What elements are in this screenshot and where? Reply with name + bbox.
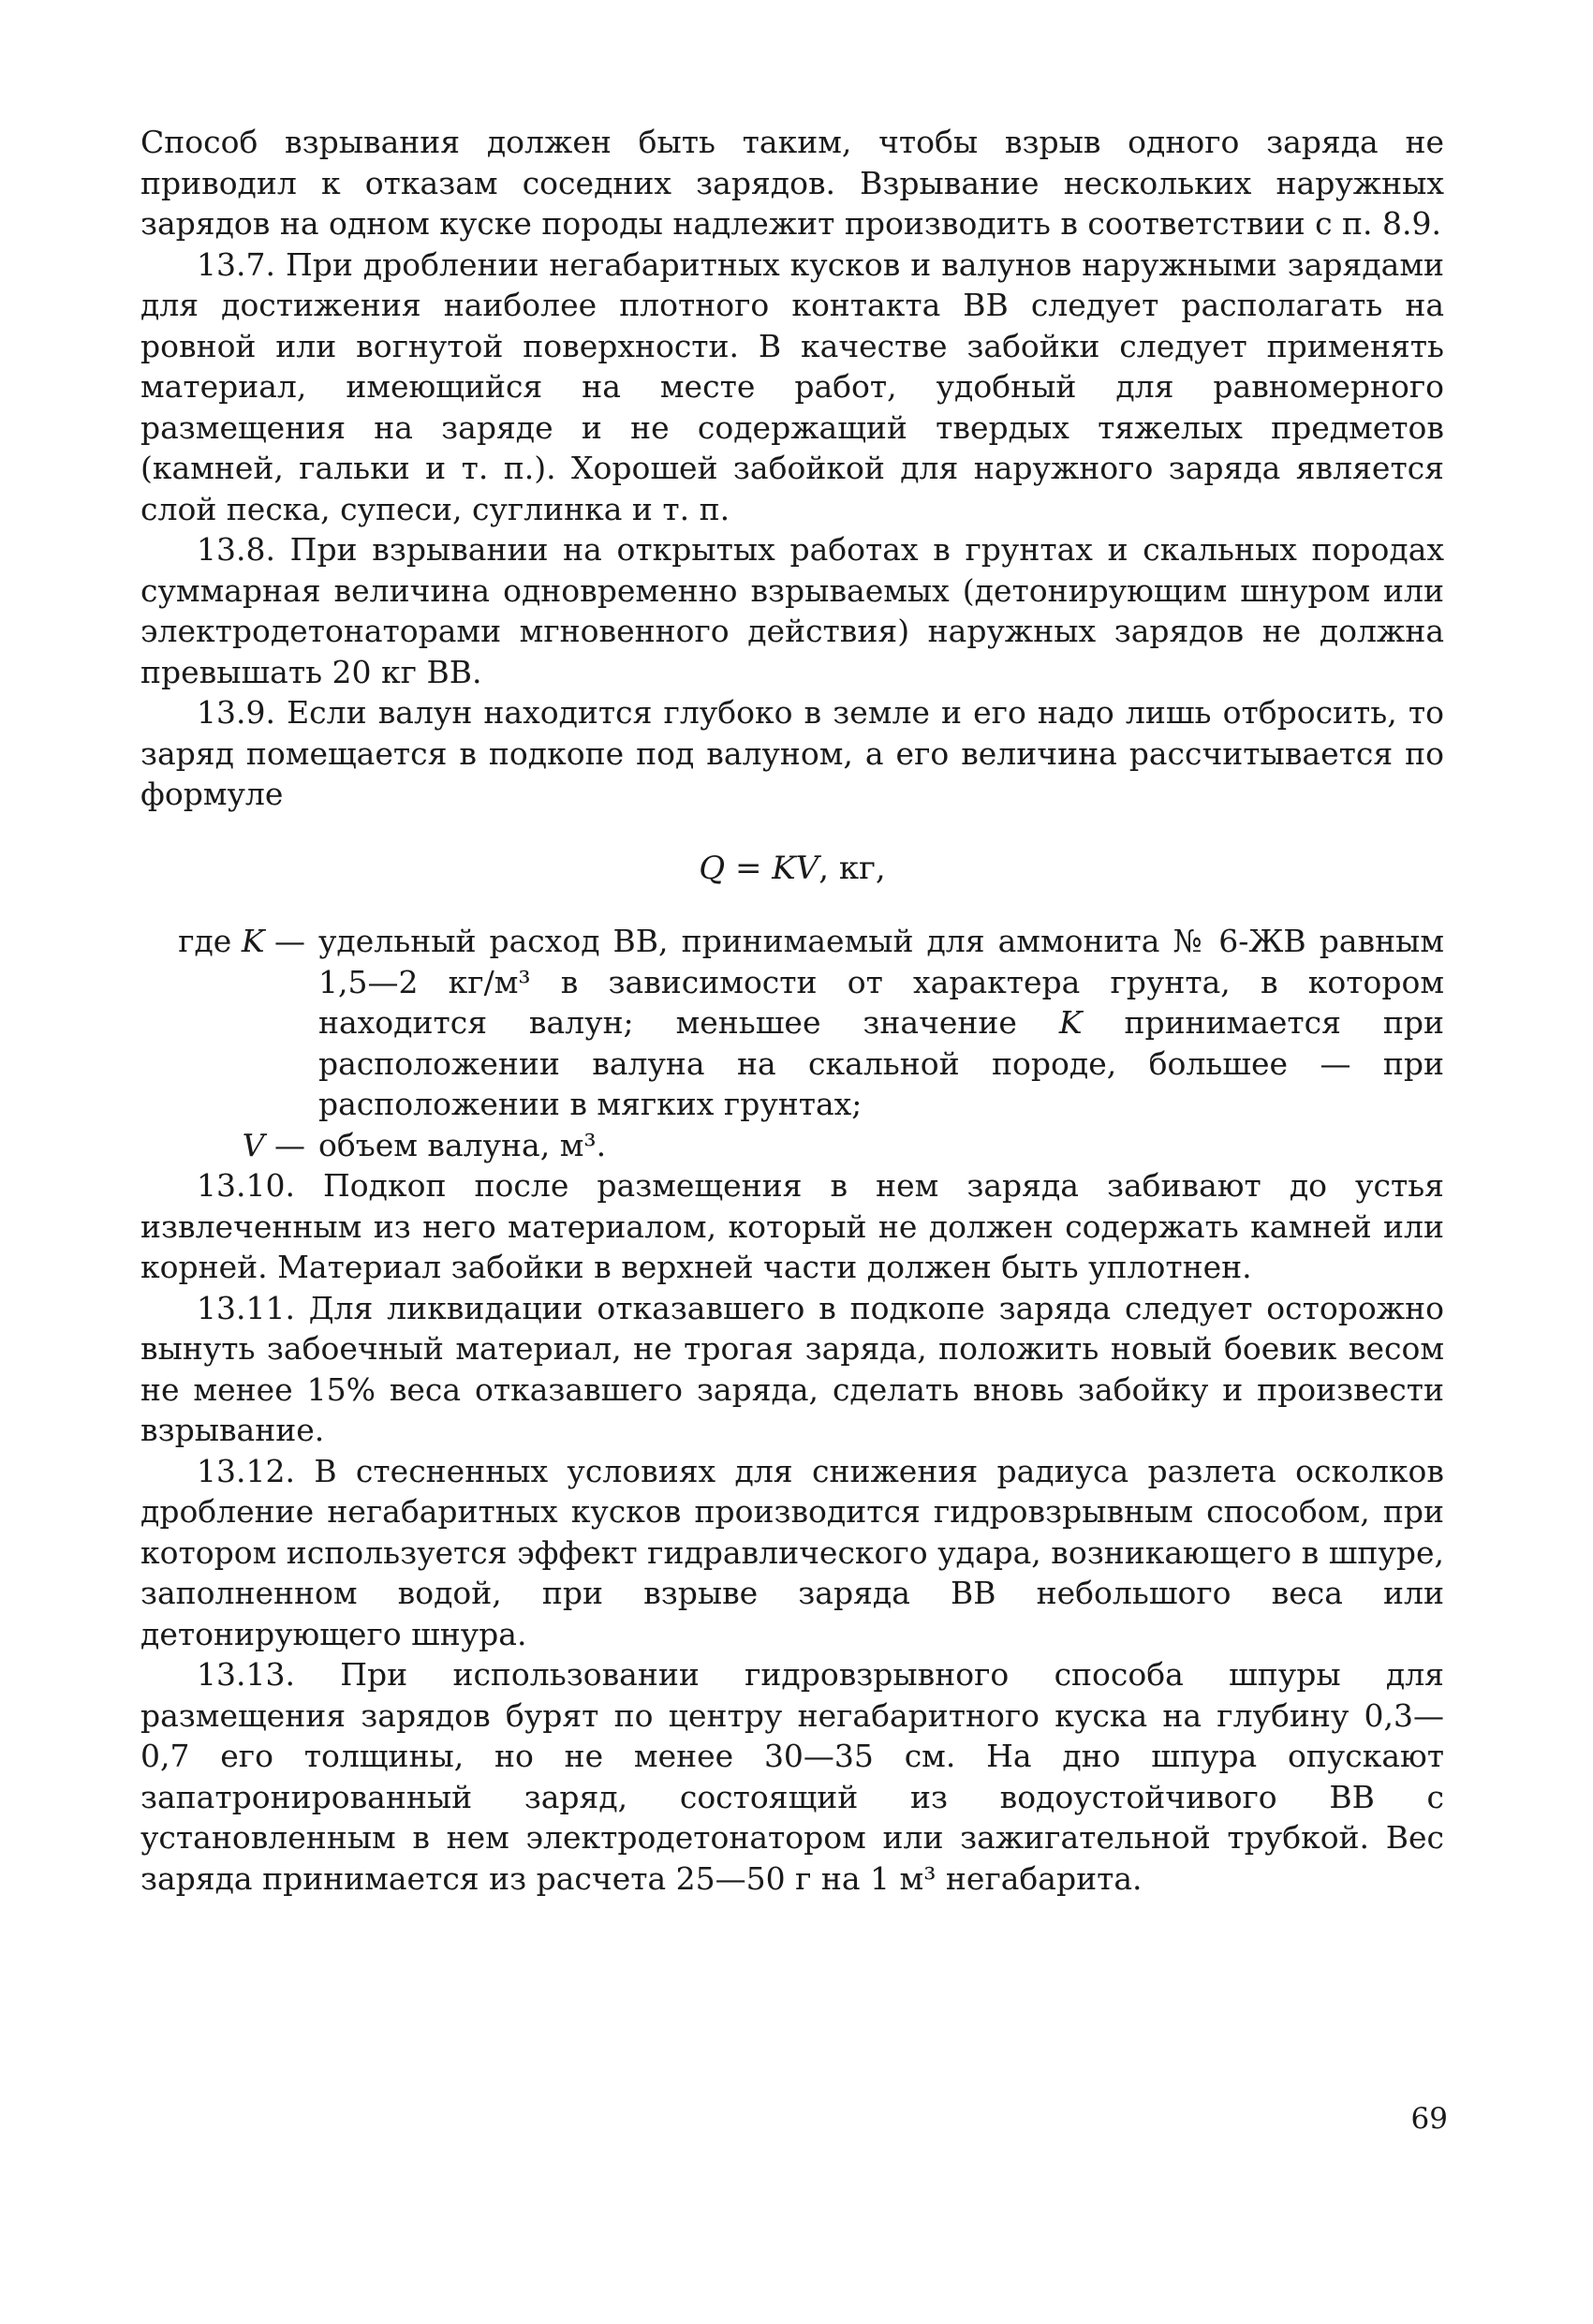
paragraph-13-13: 13.13. При использовании гидровзрывного способа шпуры для размещения зарядов бурят по центру негабаритного куска на глубину 0,3—0,7 его толщины, но не менее 30—35 см. На дно шпура опускают запатронированный заряд, состоящий из водоустойчивого ВВ с установленным в нем электродетонатором или зажигательной трубкой. Вес заряда принимается из расчета 25—50 г на 1 м³ негабарита. bbox=[140, 1656, 1444, 1897]
paragraph-13-11: 13.11. Для ликвидации отказавшего в подкопе заряда следует осторожно вынуть забоечный материал, не трогая заряда, положить новый боевик весом не менее 15% веса отказавшего заряда, сделать вновь забойку и произвести взрывание. bbox=[140, 1289, 1444, 1448]
page-body bbox=[140, 122, 1444, 1899]
definition-v-text: объем валуна, м³. bbox=[318, 1126, 607, 1163]
v-symbol: V bbox=[242, 1126, 265, 1163]
paragraph-13-7: 13.7. При дроблении негабаритных кусков и валунов наружными зарядами для достижения наиболее плотного контакта ВВ следует располагать на ровной или вогнутой поверхности. В качестве забойки следует применять материал, имеющийся на месте работ, удобный для равномерного размещения на заряде и не содержащий твердых тяжелых предметов (камней, гальки и т. п.). Хорошей забойкой для наружного заряда является слой песка, супеси, суглинка и т. п. bbox=[140, 245, 1444, 527]
paragraph-13-9: 13.9. Если валун находится глубоко в земле и его надо лишь отбросить, то заряд помещается в подкопе под валуном, а его величина рассчитывается по формуле bbox=[140, 694, 1444, 812]
v-dash: — bbox=[274, 1126, 305, 1163]
definition-k-text bbox=[318, 921, 1444, 1125]
where-word: где bbox=[178, 923, 232, 959]
definition-k bbox=[140, 921, 1444, 1125]
formula-unit: , кг, bbox=[819, 849, 886, 887]
definition-k-lead bbox=[140, 921, 318, 1125]
k-symbol-inline: K bbox=[1058, 1004, 1083, 1041]
k-text-part-2: принимается при расположении валуна на скальной породе, большее — при расположении в мягких грунтах; bbox=[318, 1004, 1445, 1122]
definition-v-lead bbox=[140, 1125, 318, 1166]
paragraph-intro: Способ взрывания должен быть таким, чтобы взрыв одного заряда не приводил к отказам соседних зарядов. Взрывание нескольких наружных зарядов на одном куске породы надлежит производить в соответствии с п. 8.9. bbox=[140, 124, 1444, 242]
definition-v bbox=[140, 1125, 1444, 1166]
paragraph-13-12: 13.12. В стесненных условиях для снижения радиуса разлета осколков дробление негабаритных кусков производится гидровзрывным способом, при котором используется эффект гидравлического удара, возникающего в шпуре, заполненном водой, при взрыве заряда ВВ небольшого веса или детонирующего шнура. bbox=[140, 1452, 1444, 1652]
k-dash: — bbox=[274, 923, 305, 959]
k-symbol: K bbox=[241, 923, 265, 959]
page-number: 69 bbox=[1410, 2102, 1448, 2136]
paragraph-13-10: 13.10. Подкоп после размещения в нем заряда забивают до устья извлеченным из него материалом, который не должен содержать камней или корней. Материал забойки в верхней части должен быть уплотнен. bbox=[140, 1167, 1444, 1285]
formula bbox=[140, 849, 1444, 890]
k-text-part-1: удельный расход ВВ, принимаемый для аммонита № 6-ЖВ равным 1,5—2 кг/м³ в зависимости от характера грунта, в котором находится валун; меньшее значение bbox=[318, 923, 1444, 1041]
formula-expression: Q = KV bbox=[699, 849, 819, 887]
paragraph-13-8: 13.8. При взрывании на открытых работах в грунтах и скальных породах суммарная величина одновременно взрываемых (детонирующим шнуром или электродетонаторами мгновенного действия) наружных зарядов не должна превышать 20 кг ВВ. bbox=[140, 531, 1444, 690]
